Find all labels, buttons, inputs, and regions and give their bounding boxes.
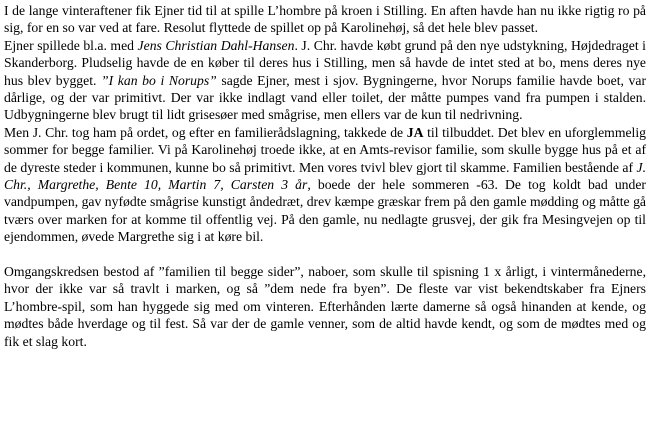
italic-name: Jens Christian Dahl-Hansen [137, 37, 295, 53]
italic-quote: ”I kan bo i Norups” [101, 72, 217, 88]
paragraph-text: til tilbuddet. Det blev en uforglemmelig sommer for begge familier. Vi på Karolinehøj troede ikke, at en Amts-revisor familie, som skulle bygge hus på et af de dyreste steder i kommunen, kunne bo så primitivt. Men vores tvivl blev gjort til skamme. Familien bestående af [4, 124, 646, 175]
paragraph-text: I de lange vinteraftener fik Ejner tid til at spille L’hombre på kroen i Stilling. En aften havde han nu ikke rigtig ro på sig, for en so var ved at fare. Resolut flyttede de spillet op på Karolinehøj, så det hele blev passet. [4, 3, 646, 36]
bold-ja: JA [406, 124, 424, 140]
paragraph-sommer [4, 124, 646, 246]
paragraph-text: , boede der hele sommeren -63. De tog koldt bad under vandpumpen, gav nyfødte smågrise kunstigt åndedræt, drev kæmpe græskar frem på den gamle mødding og måtte gå tværs over marken for at komme til offentlig vej. På den gamle, nu nedlagte grusvej, der gik fra Mesingvejen op til ejendommen, øvede Margrethe sig i at køre bil. [4, 177, 646, 245]
paragraph-spacer [4, 246, 646, 263]
paragraph-text: . J. Chr. havde købt grund på den nye udstykning, Højdedraget i Skanderborg. Pludselig havde de en køber til deres hus i Stilling, men så havde de intet sted at bo, mens deres nye hus blev bygget. [4, 37, 646, 88]
paragraph-text: Omgangskredsen bestod af ”familien til begge sider”, naboer, som skulle til spisning 1 x årligt, i vintermånederne, hvor der ikke var så travlt i marken, og så ”dem nede fra byen”. De fleste var vist bekendtskaber fra Ejners L’hombre-spil, som han hyggede sig med om vinteren. Efterhånden lærte damerne så også hinanden at kende, og mødtes både hverdage og til fest. Så var der de gamle venner, som de altid havde kendt, og som de mødtes med og fik et slag kort. [4, 264, 646, 349]
italic-family-members: J. Chr., Margrethe, Bente 10, Martin 7, Carsten 3 år [4, 159, 646, 193]
paragraph-dahl-hansen [4, 37, 646, 124]
paragraph-kroen-stilling [4, 2, 646, 37]
paragraph-text: sagde Ejner, mest i sjov. Bygningerne, hvor Norups familie havde boet, var dårlige, og der var primitivt. Der var ikke indlagt vand eller toilet, der måtte pumpes vand fra pumpen i stalden. Udbygningerne blev brugt til lidt grisesøer med smågrise, men ellers var de kun til nedrivning. [4, 72, 647, 123]
paragraph-text: Ejner spillede bl.a. med [4, 37, 138, 53]
paragraph-omgangskredsen [4, 263, 646, 350]
paragraph-text: Men J. Chr. tog ham på ordet, og efter en familierådslagning, takkede de [4, 124, 407, 140]
